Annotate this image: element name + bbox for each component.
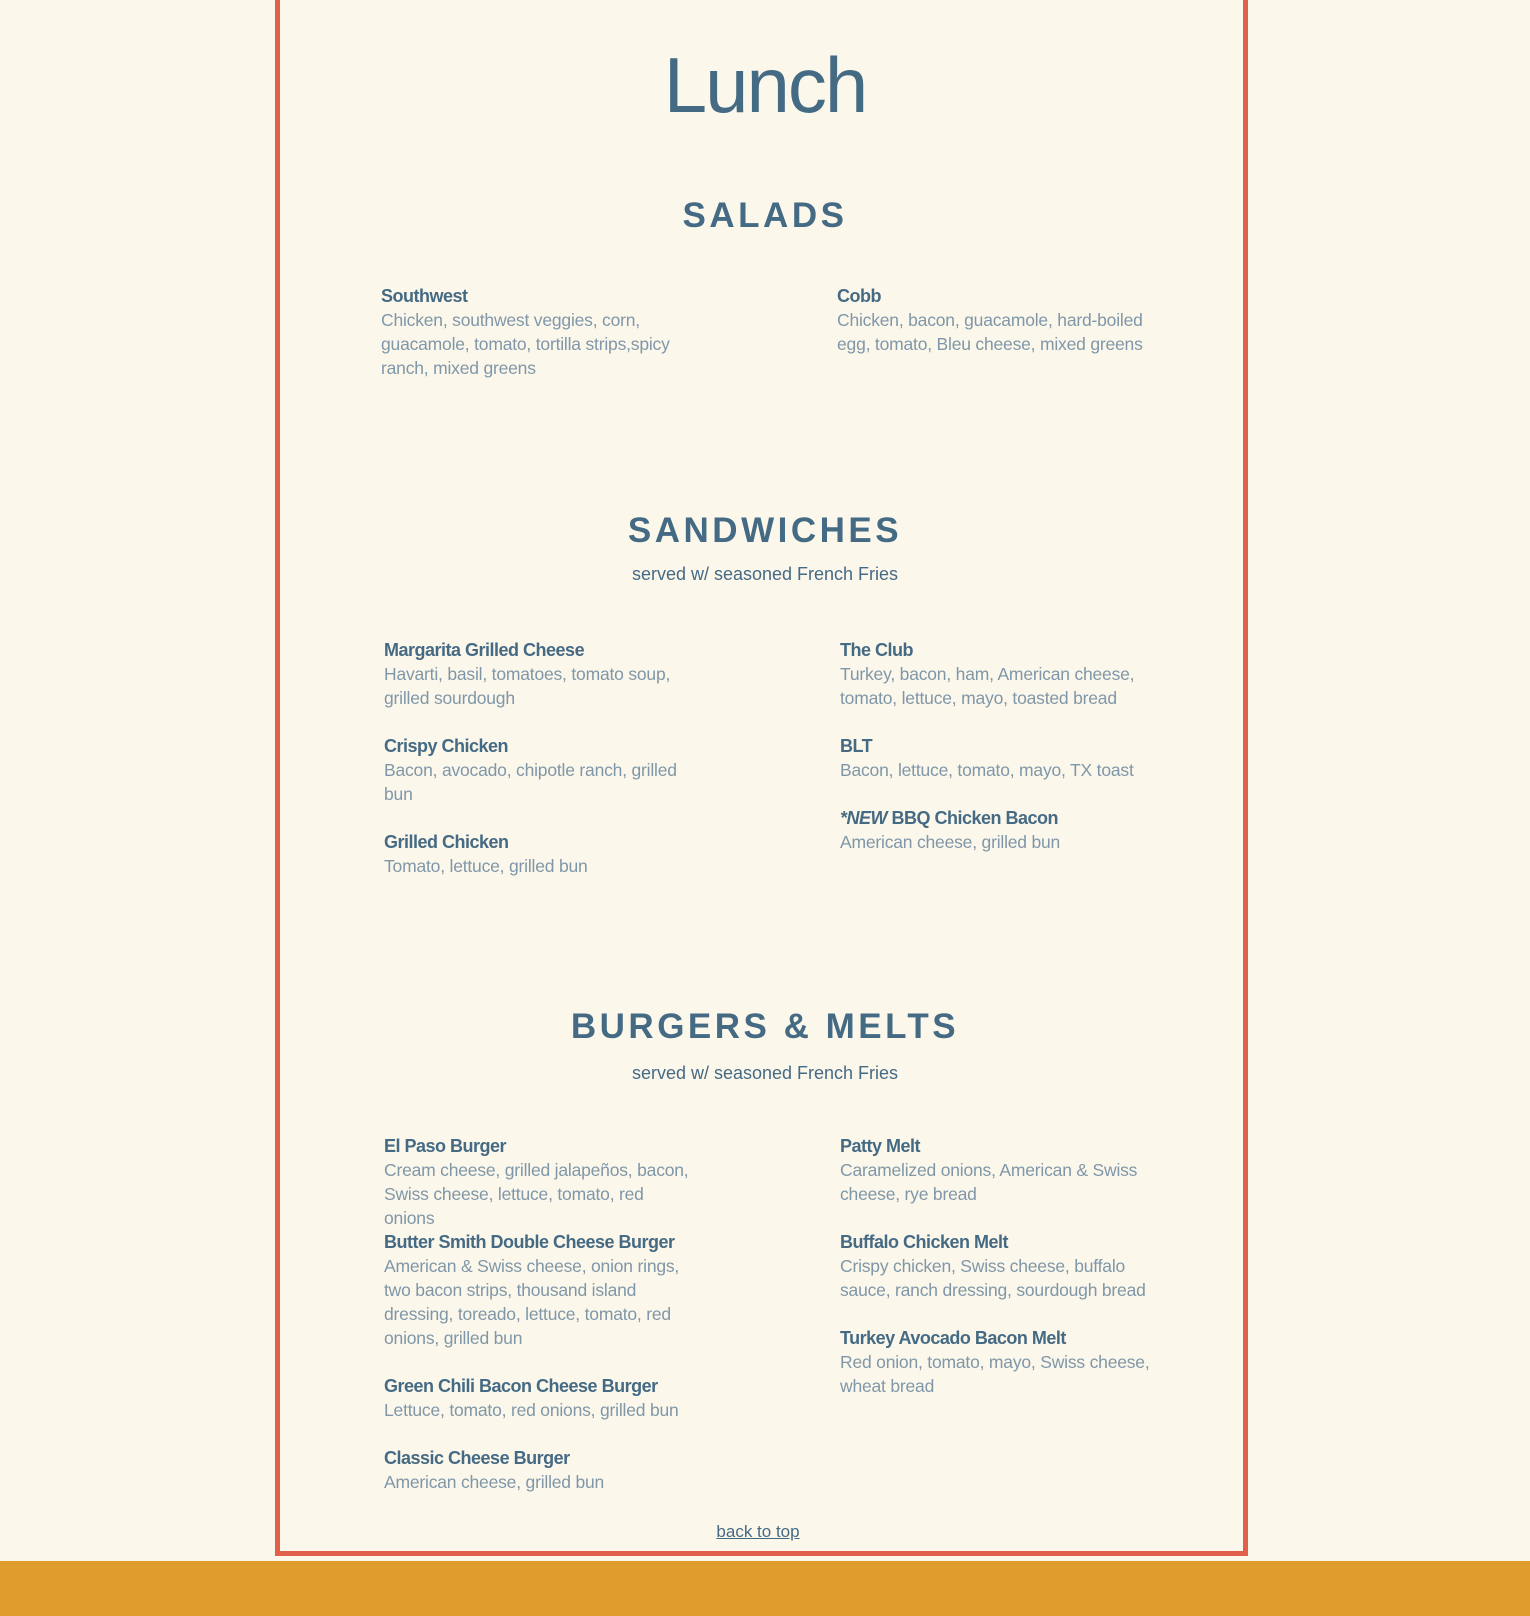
menu-item-patty-melt bbox=[840, 1134, 1150, 1206]
menu-item-green-chili-bacon-cheese-burger bbox=[384, 1374, 694, 1422]
back-to-top-link[interactable]: back to top bbox=[716, 1522, 800, 1541]
item-description: American cheese, grilled bun bbox=[384, 1472, 605, 1492]
item-name: BLT bbox=[840, 736, 873, 756]
item-description: Red onion, tomato, mayo, Swiss cheese, wheat bread bbox=[840, 1352, 1150, 1396]
item-description: Chicken, southwest veggies, corn, guacamole, tomato, tortilla strips,spicy ranch, mixed greens bbox=[381, 310, 670, 378]
menu-item-classic-cheese-burger bbox=[384, 1446, 694, 1494]
menu-item-crispy-chicken bbox=[384, 734, 694, 806]
footer-band bbox=[0, 1561, 1530, 1616]
menu-item-the-club bbox=[840, 638, 1150, 710]
item-name bbox=[840, 806, 1150, 830]
menu-item-butter-smith-double-cheese-burger bbox=[384, 1230, 694, 1350]
item-name: Patty Melt bbox=[840, 1136, 921, 1156]
item-description: Bacon, avocado, chipotle ranch, grilled bun bbox=[384, 760, 677, 804]
item-description: Havarti, basil, tomatoes, tomato soup, grilled sourdough bbox=[384, 664, 671, 708]
menu-item-margarita-grilled-cheese bbox=[384, 638, 694, 710]
item-name: Classic Cheese Burger bbox=[384, 1448, 570, 1468]
new-tag: *NEW bbox=[840, 808, 887, 828]
item-name: The Club bbox=[840, 640, 913, 660]
section-title-burgers-melts: BURGERS & MELTS bbox=[570, 1007, 960, 1046]
item-name: Buffalo Chicken Melt bbox=[840, 1232, 1009, 1252]
item-description: Bacon, lettuce, tomato, mayo, TX toast bbox=[840, 760, 1134, 780]
section-subtitle-sandwiches: served w/ seasoned French Fries bbox=[631, 564, 899, 584]
item-name: Turkey Avocado Bacon Melt bbox=[840, 1328, 1066, 1348]
menu-item-bbq-chicken-bacon bbox=[840, 806, 1150, 854]
menu-item-cobb bbox=[837, 284, 1147, 356]
item-name: Green Chili Bacon Cheese Burger bbox=[384, 1376, 658, 1396]
item-description: American & Swiss cheese, onion rings, two bacon strips, thousand island dressing, toreado, lettuce, tomato, red onions, grilled bun bbox=[384, 1256, 680, 1348]
item-name-text: BBQ Chicken Bacon bbox=[887, 808, 1059, 828]
item-name: Grilled Chicken bbox=[384, 832, 509, 852]
section-title-sandwiches: SANDWICHES bbox=[627, 511, 903, 550]
item-description: Caramelized onions, American & Swiss cheese, rye bread bbox=[840, 1160, 1138, 1204]
menu-item-southwest bbox=[381, 284, 691, 380]
page-title: Lunch bbox=[663, 41, 867, 129]
item-name: Southwest bbox=[381, 286, 468, 306]
item-description: Tomato, lettuce, grilled bun bbox=[384, 856, 588, 876]
item-description: Lettuce, tomato, red onions, grilled bun bbox=[384, 1400, 679, 1420]
menu-item-turkey-avocado-bacon-melt bbox=[840, 1326, 1150, 1398]
item-name: Cobb bbox=[837, 286, 881, 306]
menu-item-blt bbox=[840, 734, 1150, 782]
menu-item-buffalo-chicken-melt bbox=[840, 1230, 1150, 1302]
section-subtitle-burgers-melts: served w/ seasoned French Fries bbox=[631, 1063, 899, 1083]
menu-item-el-paso-burger bbox=[384, 1134, 694, 1230]
section-title-salads: SALADS bbox=[682, 196, 848, 235]
item-description: Cream cheese, grilled jalapeños, bacon, Swiss cheese, lettuce, tomato, red onions bbox=[384, 1160, 689, 1228]
item-description: Crispy chicken, Swiss cheese, buffalo sauce, ranch dressing, sourdough bread bbox=[840, 1256, 1146, 1300]
item-description: American cheese, grilled bun bbox=[840, 832, 1061, 852]
item-name: Margarita Grilled Cheese bbox=[384, 640, 585, 660]
item-name: El Paso Burger bbox=[384, 1136, 507, 1156]
item-name: Butter Smith Double Cheese Burger bbox=[384, 1232, 675, 1252]
menu-item-grilled-chicken bbox=[384, 830, 694, 878]
item-name: Crispy Chicken bbox=[384, 736, 509, 756]
item-description: Turkey, bacon, ham, American cheese, tomato, lettuce, mayo, toasted bread bbox=[840, 664, 1135, 708]
item-description: Chicken, bacon, guacamole, hard-boiled egg, tomato, Bleu cheese, mixed greens bbox=[837, 310, 1143, 354]
